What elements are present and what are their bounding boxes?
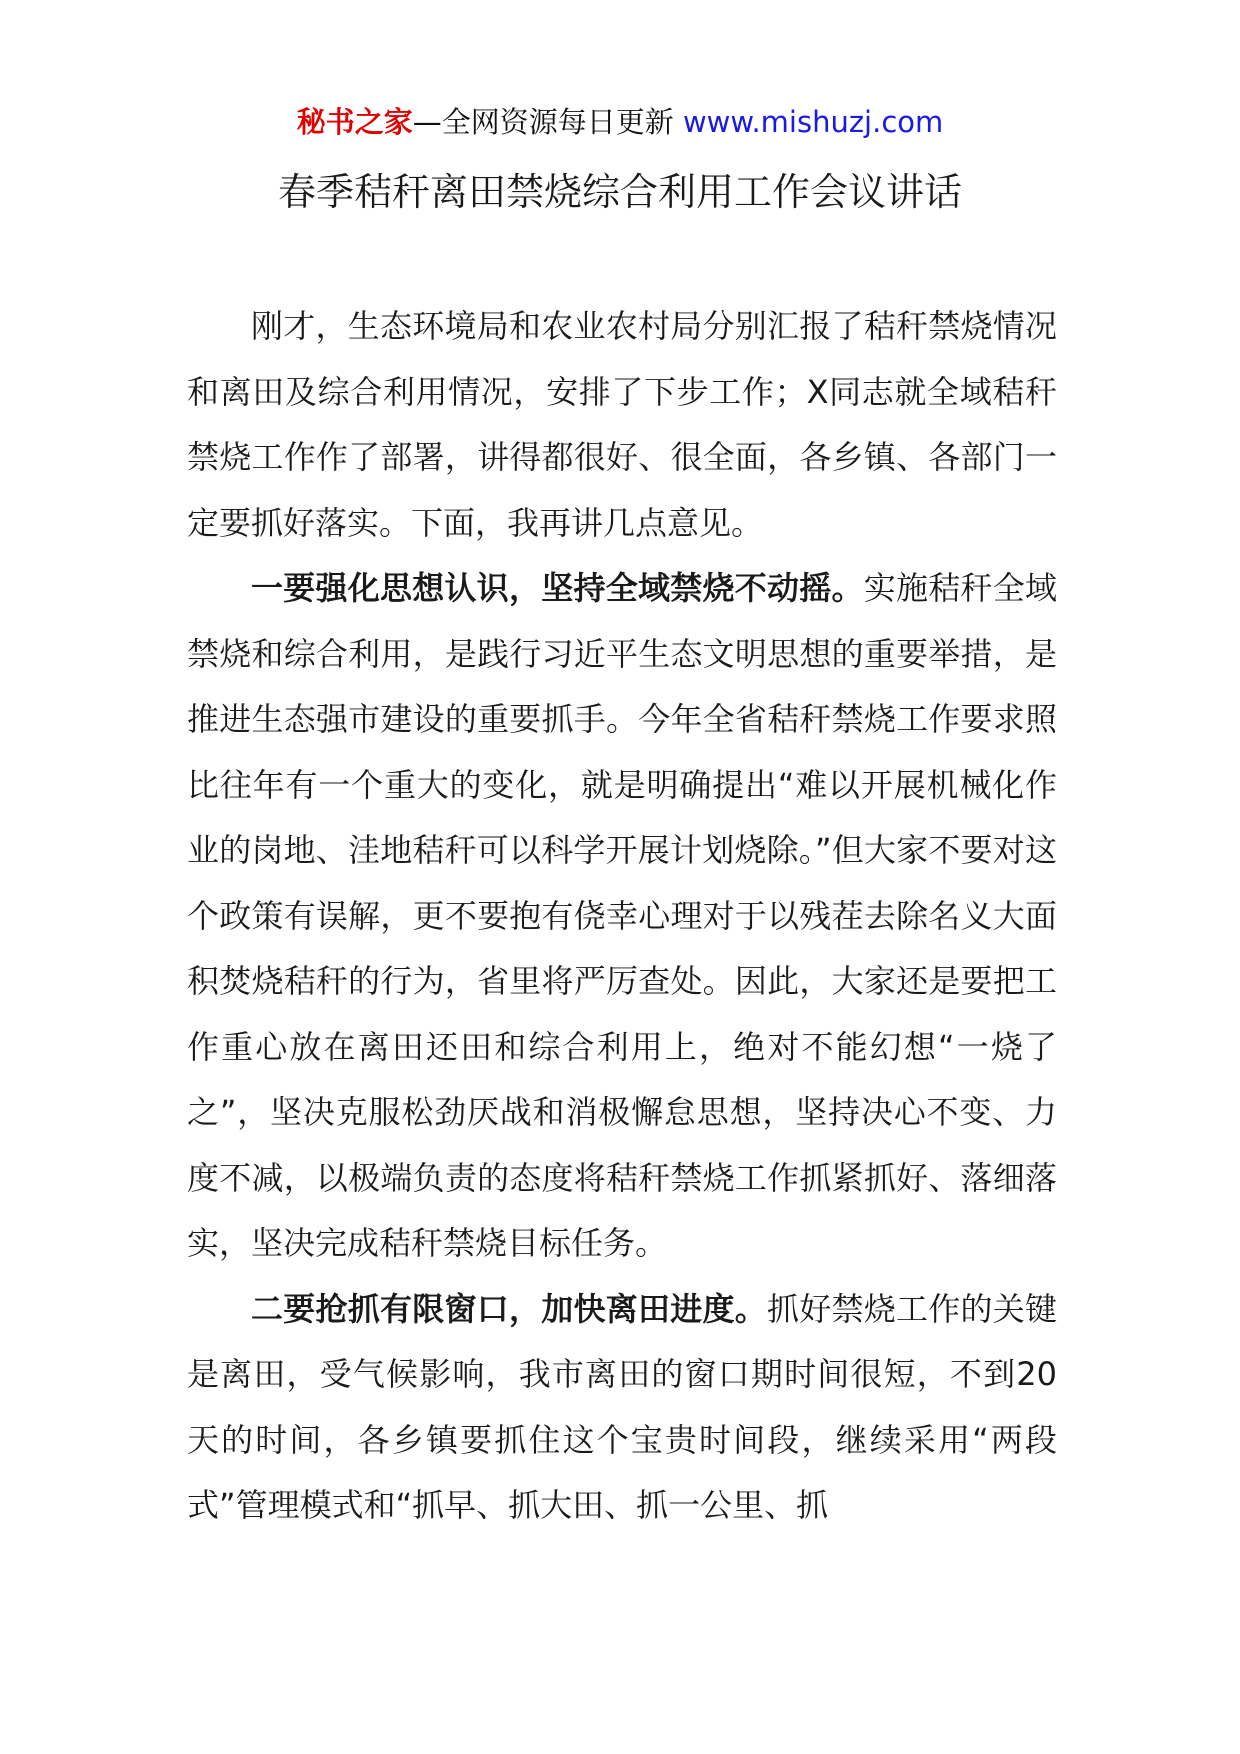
paragraph-lead: 一要强化思想认识，坚持全域禁烧不动摇。 [251,569,864,607]
site-brand: 秘书之家 [296,105,413,139]
paragraph [187,556,1057,1277]
paragraph-text: 抓好禁烧工作的关键是离田，受气候影响，我市离田的窗口期时间很短，不到20天的时间，各乡镇要抓住这个宝贵时间段，继续采用“两段式”管理模式和“抓早、抓大田、抓一公里、抓 [187,1289,1057,1524]
paragraph [187,1277,1057,1539]
paragraph-text: 实施秸秆全域禁烧和综合利用，是践行习近平生态文明思想的重要举措，是推进生态强市建设的重要抓手。今年全省秸秆禁烧工作要求照比往年有一个重大的变化，就是明确提出“难以开展机械化作业的岗地、洼地秸秆可以科学开展计划烧除。”但大家不要对这个政策有误解，更不要抱有侥幸心理对于以残茬去除名义大面积焚烧秸秆的行为，省里将严厉查处。因此，大家还是要把工作重心放在离田还田和综合利用上，绝对不能幻想“一烧了之”，坚决克服松劲厌战和消极懈怠思想，坚持决心不变、力度不减，以极端负责的态度将秸秆禁烧工作抓紧抓好、落细落实，坚决完成秸秆禁烧目标任务。 [187,569,1057,1262]
document-title: 春季秸秆离田禁烧综合利用工作会议讲话 [277,170,962,214]
site-header [0,100,1240,144]
site-tagline: —全网资源每日更新 [412,105,683,139]
document-body [187,294,1057,1539]
paragraph-text: 刚才，生态环境局和农业农村局分别汇报了秸秆禁烧情况和离田及综合利用情况，安排了下步工作；X同志就全域秸秆禁烧工作作了部署，讲得都很好、很全面，各乡镇、各部门一定要抓好落实。下面，我再讲几点意见。 [187,307,1057,542]
paragraph-lead: 二要抢抓有限窗口，加快离田进度。 [251,1289,767,1328]
site-url-link[interactable]: www.mishuzj.com [682,105,944,139]
paragraph [187,294,1057,556]
